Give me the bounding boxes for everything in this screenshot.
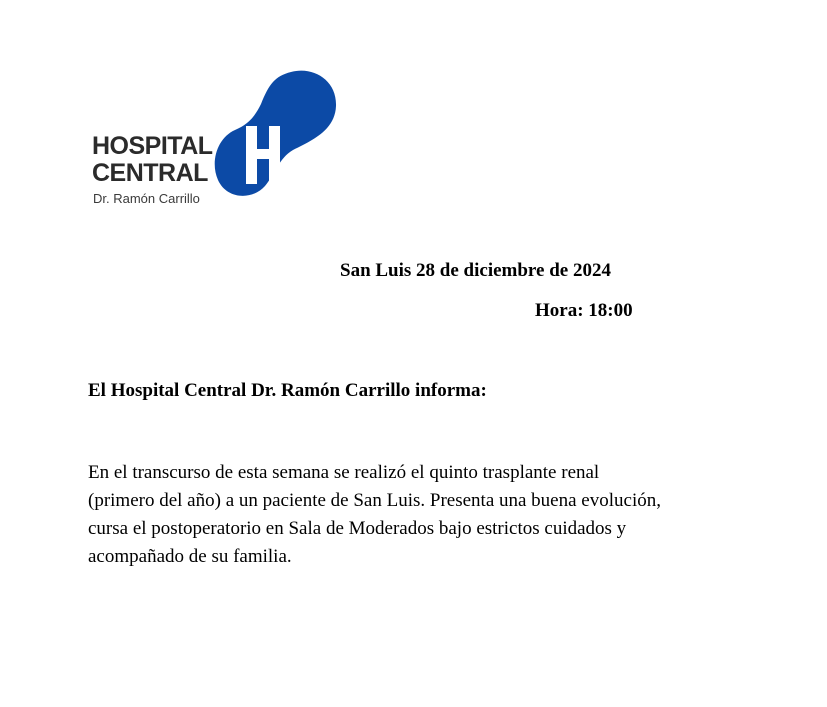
document-heading: El Hospital Central Dr. Ramón Carrillo informa: (88, 380, 487, 401)
logo-text-hospital: HOSPITAL (92, 132, 213, 160)
date-line: San Luis 28 de diciembre de 2024 (340, 260, 611, 281)
body-line: cursa el postoperatorio en Sala de Moderados bajo estrictos cuidados y (88, 518, 627, 539)
body-line: En el transcurso de esta semana se realizó el quinto trasplante renal (88, 462, 600, 483)
body-line: acompañado de su familia. (88, 546, 292, 567)
logo-text-doctor: Dr. Ramón Carrillo (93, 191, 200, 206)
body-line: (primero del año) a un paciente de San Luis. Presenta una buena evolución, (88, 490, 661, 511)
logo-text-central: CENTRAL (92, 159, 208, 187)
hospital-logo (88, 70, 340, 210)
hospital-h-icon (213, 70, 339, 200)
time-line: Hora: 18:00 (535, 300, 633, 321)
body-paragraph (88, 459, 748, 571)
